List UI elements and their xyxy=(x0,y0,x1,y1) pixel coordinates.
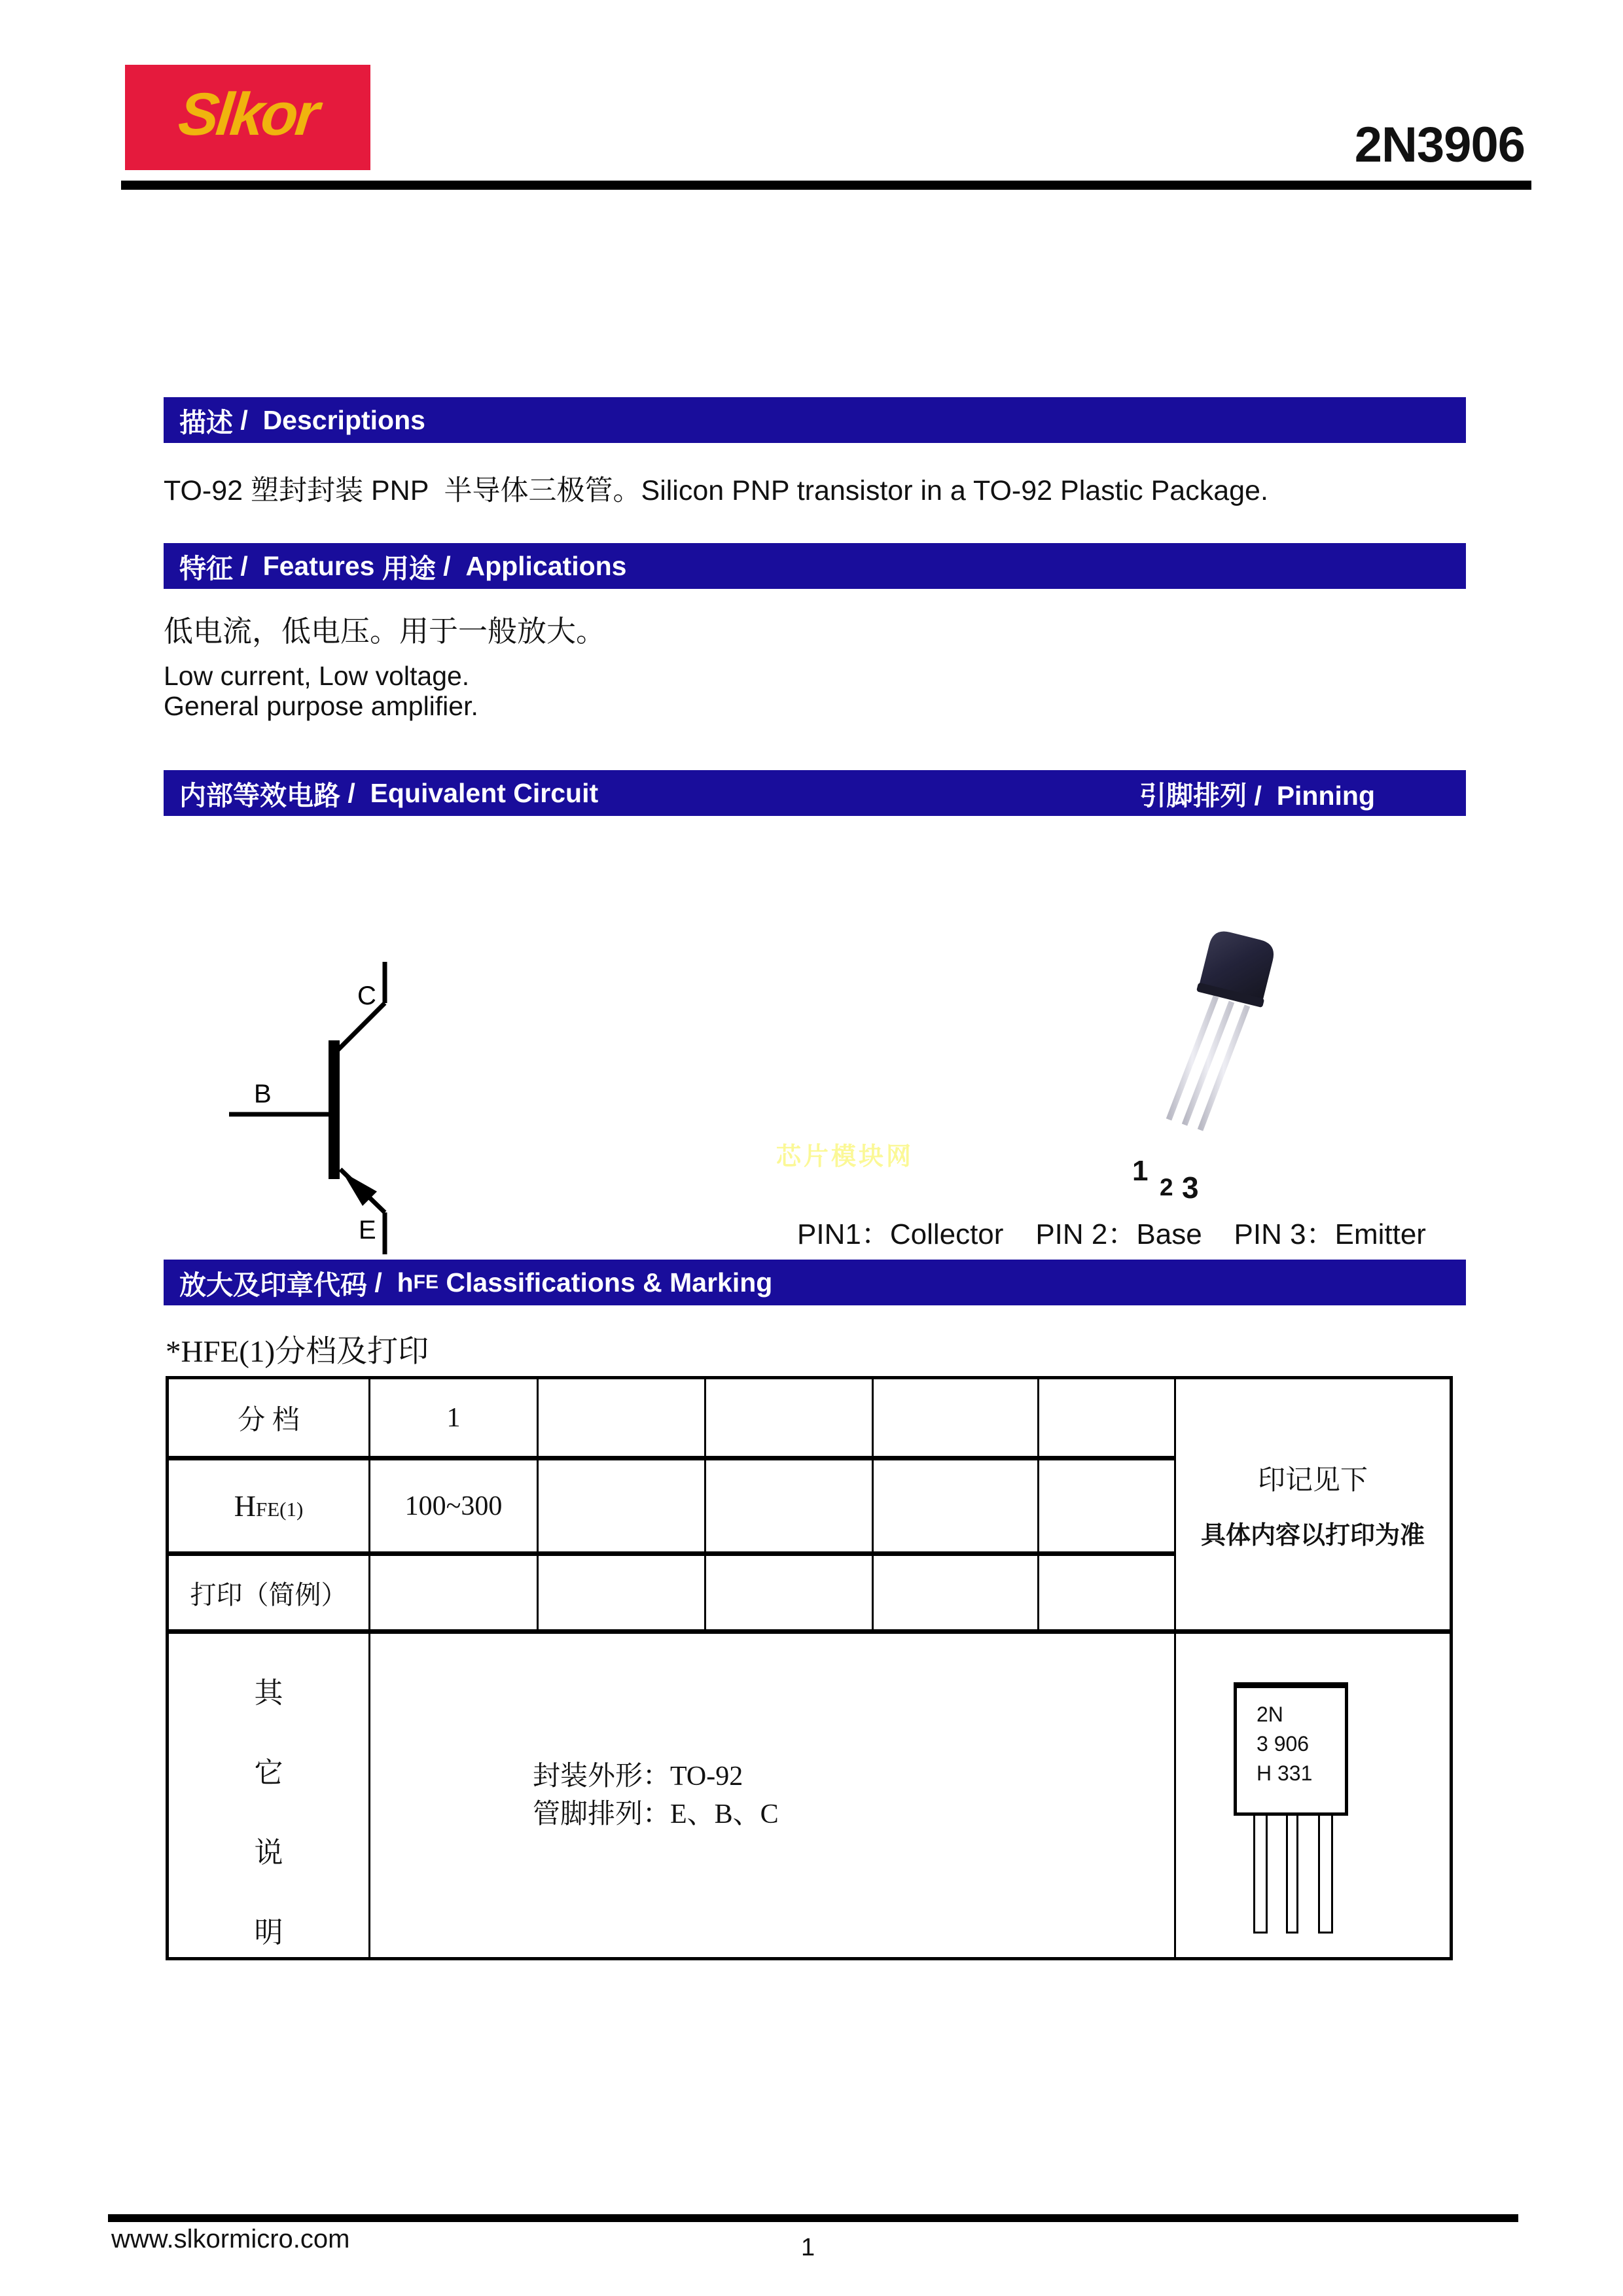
footer-url: www.slkormicro.com xyxy=(111,2225,350,2253)
separator: / xyxy=(367,1267,397,1298)
hfe-label-sub: FE(1) xyxy=(255,1498,304,1521)
table-cell-empty xyxy=(1039,1458,1175,1554)
marking-leg-3 xyxy=(1318,1816,1333,1934)
marking-note-cell xyxy=(1175,1378,1452,1632)
package-outline-line: 封装外形：TO-92 xyxy=(533,1761,743,1792)
marking-line: 3 906 xyxy=(1257,1732,1310,1756)
table-row4-content xyxy=(370,1632,1175,1959)
marking-note-line1: 印记见下 xyxy=(1257,1465,1368,1496)
pin-number-2: 2 xyxy=(1160,1174,1173,1201)
base-bar xyxy=(329,1040,340,1179)
section-header-features xyxy=(164,543,1466,589)
row4-char: 它 xyxy=(254,1757,283,1789)
pin-order-line: 管脚排列：E、B、C xyxy=(533,1799,779,1829)
table-cell-empty xyxy=(370,1554,538,1632)
table-row2-value: 100~300 xyxy=(370,1458,538,1554)
marking-drawing-cell xyxy=(1175,1632,1452,1959)
table-cell-empty xyxy=(705,1554,873,1632)
hfe-classification-table xyxy=(166,1376,1453,1960)
pinning-en: Pinning xyxy=(1276,780,1375,811)
section-header-hfe xyxy=(164,1260,1466,1305)
table-cell-empty xyxy=(538,1458,705,1554)
section-header-equivalent-circuit xyxy=(164,770,1466,816)
watermark-text: 芯片模块网 xyxy=(776,1143,914,1171)
row4-char: 明 xyxy=(254,1916,283,1949)
pin-assignment-line: PIN1：Collector PIN 2：Base PIN 3：Emitter xyxy=(797,1218,1426,1250)
separator: / xyxy=(233,550,263,581)
table-cell-empty xyxy=(873,1458,1039,1554)
package-body xyxy=(1196,928,1278,1008)
section-title-zh: 放大及印章代码 xyxy=(179,1269,367,1300)
section-header-descriptions xyxy=(164,397,1466,443)
table-cell-empty xyxy=(705,1458,873,1554)
features-body-en1: Low current, Low voltage. xyxy=(164,661,470,691)
section-title-pinning xyxy=(1139,774,1375,813)
marking-line: H 331 xyxy=(1257,1761,1313,1785)
marking-package-body xyxy=(1234,1682,1348,1816)
separator: / xyxy=(340,777,370,808)
marking-note-line2: 具体内容以打印为准 xyxy=(1200,1521,1425,1549)
section-title-en: Descriptions xyxy=(262,404,425,435)
table-row1-value: 1 xyxy=(370,1378,538,1458)
section-title-en: Features xyxy=(262,550,382,581)
table-cell-empty xyxy=(538,1554,705,1632)
separator: / xyxy=(435,550,466,581)
section-title-en: Classifications & Marking xyxy=(438,1267,773,1298)
section-title-en: Equivalent Circuit xyxy=(370,777,599,808)
section-title-zh: 内部等效电路 xyxy=(179,780,340,811)
footer-divider xyxy=(108,2214,1518,2222)
marking-line: 2N xyxy=(1257,1703,1283,1726)
section-title-zh: 特征 xyxy=(179,553,233,584)
separator: / xyxy=(233,404,263,435)
row4-char: 其 xyxy=(254,1677,283,1709)
table-row1-label: 分 档 xyxy=(168,1378,370,1458)
section-title-en2: Applications xyxy=(465,550,627,581)
pin-number-3: 3 xyxy=(1182,1171,1199,1205)
brand-logo-text: Slkor xyxy=(175,81,321,148)
pinning-zh: 引脚排列 xyxy=(1139,780,1247,811)
header-divider xyxy=(121,181,1531,190)
marking-leg-1 xyxy=(1253,1816,1268,1934)
table-row3-label: 打印（简例） xyxy=(168,1554,370,1632)
table-cell-empty xyxy=(538,1378,705,1458)
page-number: 1 xyxy=(801,2234,815,2261)
section-title-zh2: 用途 xyxy=(382,553,436,584)
hfe-h: h xyxy=(397,1267,414,1298)
pnp-transistor-symbol xyxy=(216,952,412,1266)
section-title-zh: 描述 xyxy=(179,407,233,438)
base-label: B xyxy=(254,1080,272,1108)
table-cell-empty xyxy=(1039,1378,1175,1458)
separator: / xyxy=(1247,780,1277,811)
descriptions-body: TO-92 塑封封装 PNP 半导体三极管。Silicon PNP transistor in a TO-92 Plastic Package. xyxy=(164,475,1268,506)
table-cell-empty xyxy=(705,1378,873,1458)
collector-label: C xyxy=(357,981,376,1010)
table-row4-label xyxy=(168,1632,370,1959)
package-legs xyxy=(1169,997,1247,1130)
hfe-subscript: FE xyxy=(413,1271,438,1293)
marking-leg-2 xyxy=(1286,1816,1298,1934)
row4-char: 说 xyxy=(254,1837,283,1869)
table-cell-empty xyxy=(873,1378,1039,1458)
table-cell-empty xyxy=(1039,1554,1175,1632)
hfe-label-main: H xyxy=(234,1489,256,1523)
table-row2-label xyxy=(168,1458,370,1554)
emitter-label: E xyxy=(359,1216,376,1245)
brand-logo xyxy=(125,65,370,170)
hfe-note: *HFE(1)分档及打印 xyxy=(166,1335,429,1369)
table-cell-empty xyxy=(873,1554,1039,1632)
features-body-zh: 低电流，低电压。用于一般放大。 xyxy=(164,614,606,648)
page-title: 2N3906 xyxy=(1354,117,1525,173)
features-body-en2: General purpose amplifier. xyxy=(164,691,478,721)
pin-number-1: 1 xyxy=(1132,1155,1149,1187)
